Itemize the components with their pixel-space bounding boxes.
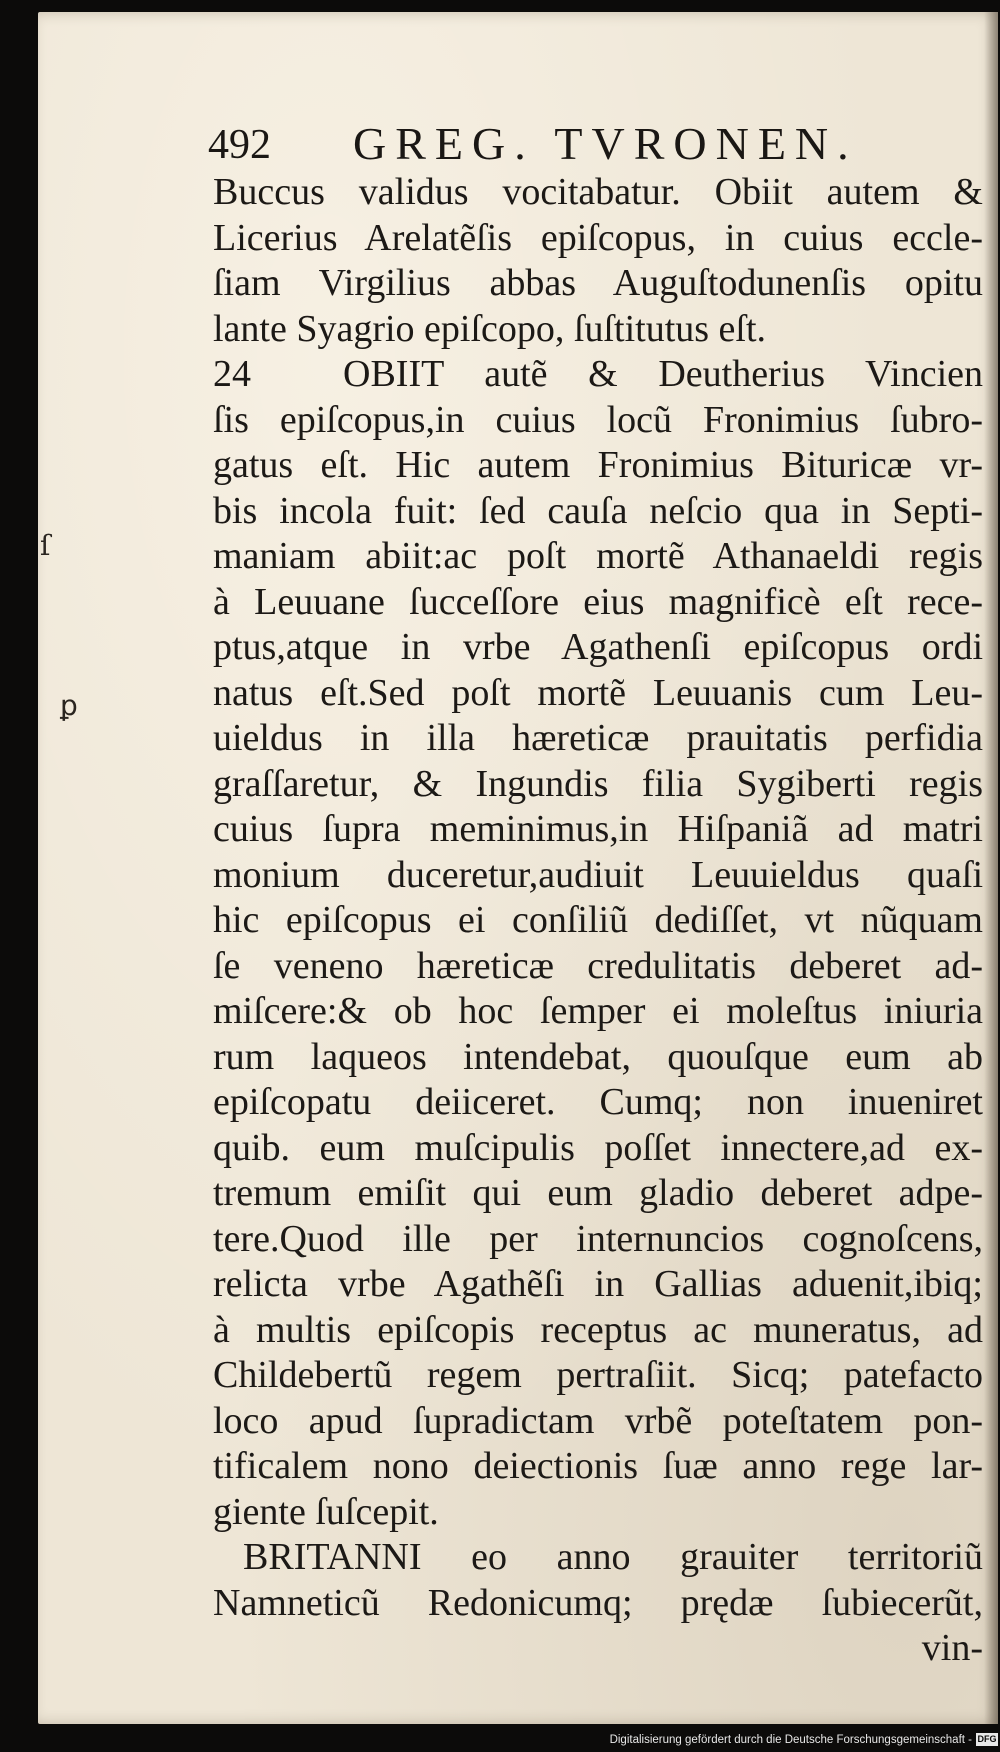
text-line: tremum emiſit qui eum gladio deberet adpe-	[213, 1172, 983, 1214]
chapter-number: 24	[213, 353, 251, 395]
text-line: cuius ſupra meminimus,in Hiſpaniã ad matri	[213, 808, 983, 850]
text-line: ptus,atque in vrbe Agathenſi epiſcopus ordi	[213, 626, 983, 668]
page-gutter-shadow	[984, 12, 998, 1724]
text-line: graſſaretur, & Ingundis filia Sygiberti regis	[213, 762, 983, 805]
text-line: ſe veneno hæreticæ credulitatis deberet ad-	[213, 944, 983, 987]
text-line: BRITANNI eo anno grauiter territoriũ	[243, 1536, 983, 1578]
text-line: maniam abiit:ac poſt mortẽ Athanaeldi regis	[213, 535, 983, 577]
text-line: gatus eſt. Hic autem Fronimius Bituricæ vr-	[213, 444, 983, 486]
text-line: ſiam Virgilius abbas Auguſtodunenſis opitu	[213, 262, 983, 304]
book-page	[38, 12, 998, 1724]
running-title: GREG. TVRONEN.	[353, 118, 858, 169]
text-line: hic epiſcopus ei conſiliũ dediſſet, vt nũquam	[213, 899, 983, 941]
text-line: giente ſuſcepit.	[213, 1490, 439, 1533]
digitization-footer	[0, 1724, 1000, 1752]
text-line: à multis epiſcopis receptus ac muneratus, ad	[213, 1308, 983, 1351]
text-line: lante Syagrio epiſcopo, ſuſtitutus eſt.	[213, 307, 767, 350]
text-line: miſcere:& ob hoc ſemper ei moleſtus iniuria	[213, 990, 983, 1032]
text-line: loco apud ſupradictam vrbẽ poteſtatem pon-	[213, 1399, 983, 1442]
catchword: vin-	[921, 1627, 983, 1669]
margin-mark: ꝑ	[60, 689, 78, 722]
text-line: ſis epiſcopus,in cuius locũ Fronimius ſubro-	[213, 398, 983, 441]
text-line: Licerius Arelatẽſis epiſcopus, in cuius eccle-	[213, 216, 983, 259]
margin-mark: ſ	[40, 529, 51, 562]
text-line: Childebertũ regem pertraſiit. Sicq; patefacto	[213, 1354, 983, 1396]
text-line: à Leuuane ſucceſſore eius magnificè eſt rece-	[213, 580, 983, 623]
text-line: tificalem nono deiectionis ſuæ anno rege lar-	[213, 1445, 983, 1487]
text-line: rum laqueos intendebat, quouſque eum ab	[213, 1035, 983, 1078]
main-text-block	[213, 170, 983, 1672]
text-line: epiſcopatu deiiceret. Cumq; non inueniret	[213, 1081, 983, 1123]
folio-number: 492	[208, 122, 271, 168]
text-line: bis incola fuit: ſed cauſa neſcio qua in Septi-	[213, 489, 983, 532]
text-line: Namneticũ Redonicumq; prędæ ſubiecerũt,	[213, 1581, 983, 1624]
text-line: natus eſt.Sed poſt mortẽ Leuuanis cum Leu-	[213, 671, 983, 714]
text-line: Buccus validus vocitabatur. Obiit autem &	[213, 171, 983, 213]
text-line: relicta vrbe Agathẽſi in Gallias aduenit,ibiq;	[213, 1263, 983, 1305]
dfg-logo: DFG	[977, 1734, 997, 1744]
funding-credit: Digitalisierung gefördert durch die Deutsche Forschungsgemeinschaft -	[609, 1734, 972, 1746]
text-line: monium duceretur,audiuit Leuuieldus quaſi	[213, 853, 983, 896]
text-line: uieldus in illa hæreticæ prauitatis perfidia	[213, 717, 983, 759]
text-line: OBIIT autẽ & Deutherius Vincien	[343, 353, 983, 395]
text-line: tere.Quod ille per internuncios cognoſcens,	[213, 1217, 983, 1260]
text-line: quib. eum muſcipulis poſſet innectere,ad ex-	[213, 1126, 983, 1169]
chapter-start-line	[213, 352, 983, 398]
